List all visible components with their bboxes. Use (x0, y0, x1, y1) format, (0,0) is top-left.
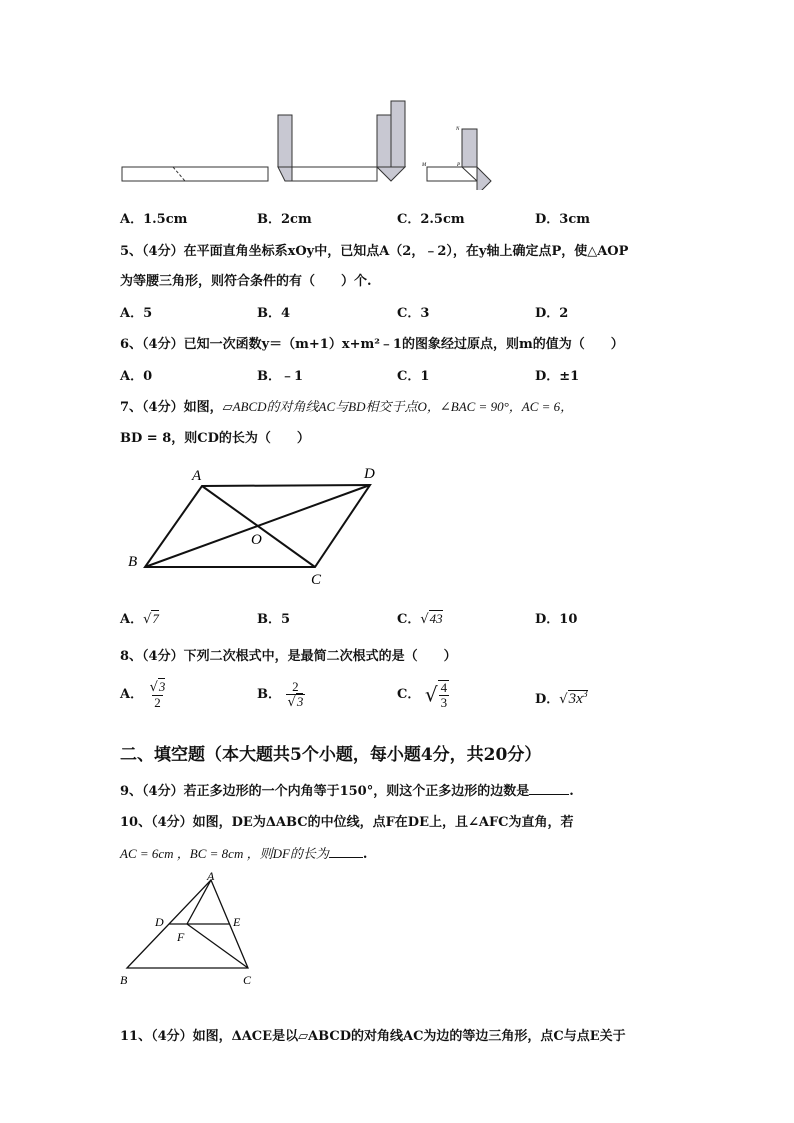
q7-option-a[interactable]: A．√7 (120, 611, 159, 627)
q8-d-exponent: 3 (582, 689, 588, 700)
q6-option-d[interactable]: D．±1 (535, 369, 580, 384)
q8-option-a[interactable]: A． $\frac{√3}{2}$ (120, 679, 166, 710)
q7-option-c-radicand: 43 (429, 611, 443, 626)
q10-label-a: A (207, 869, 215, 883)
q7-label-d: D (364, 466, 375, 482)
q8-d-radicand: 3x (568, 691, 583, 707)
q8-stem: 8、（4分）下列二次根式中，是最简二次根式的是（ ） (120, 649, 457, 664)
q10-label-c: C (243, 973, 252, 987)
q10-label-d: D (155, 915, 164, 929)
q10-label-e: E (233, 915, 241, 929)
fig-label-p: P (457, 163, 461, 168)
q8-b-radicand: 3 (296, 693, 304, 709)
q7-label-c: C (311, 572, 322, 588)
fig-label-m: M (422, 163, 427, 168)
q8-a-radicand: 3 (158, 679, 166, 694)
q10-triangle-figure (115, 868, 265, 990)
q11-stem: 11、（4分）如图，ΔACE是以▱ABCD的对角线AC为边的等边三角形，点C与点E关于 (120, 1029, 626, 1044)
fig-label-n: N (456, 127, 460, 132)
q8-option-b[interactable]: B． $\frac{2}{√3}$ (257, 679, 304, 710)
q6-option-c[interactable]: C．1 (397, 369, 430, 384)
q7-option-b[interactable]: B．5 (257, 612, 291, 627)
q7-label-b: B (128, 554, 138, 570)
q7-parallelogram-figure (120, 458, 390, 593)
section-2-title: 二、填空题（本大题共5个小题，每小题4分，共20分） (120, 745, 542, 765)
q5-option-a[interactable]: A．5 (120, 306, 153, 321)
parallelogram-icon: ⏥ (222, 400, 233, 415)
q7-option-a-radicand: 7 (152, 611, 159, 626)
q8-c-numerator: 4 (440, 680, 448, 695)
q7-option-d[interactable]: D．10 (535, 612, 578, 627)
q8-a-denominator: 2 (154, 694, 161, 710)
q5-option-b[interactable]: B．4 (257, 306, 291, 321)
q4-option-d[interactable]: D．3cm (535, 212, 590, 227)
q5-option-c[interactable]: C．3 (397, 306, 430, 321)
q10-label-f: F (177, 930, 185, 944)
q10-label-b: B (120, 973, 128, 987)
q4-option-a[interactable]: A．1.5cm (120, 212, 188, 227)
paper-folding-figure (115, 95, 505, 190)
q7-stem-line2: BD = 8，则CD的长为（ ） (120, 431, 310, 446)
q10-answer-blank[interactable] (329, 845, 363, 858)
q9-stem: 9、（4分）若正多边形的一个内角等于150°，则这个正多边形的边数是 . (120, 784, 574, 799)
q7-stem-line1 (120, 396, 573, 415)
q5-stem-line2: 为等腰三角形，则符合条件的有（ ）个. (120, 274, 372, 289)
q8-option-d[interactable]: D．$√3x^3$ (535, 689, 588, 707)
q7-label-a: A (192, 468, 202, 484)
q6-option-b[interactable]: B．﹣1 (257, 369, 304, 384)
q8-c-denominator: 3 (440, 694, 448, 710)
q7-stem-prefix: 7、（4分）如图， (120, 400, 223, 415)
q4-option-c[interactable]: C．2.5cm (397, 212, 465, 227)
q10-stem-line2: AC = 6cm ，BC = 8cm ，则DF的长为 . (120, 846, 368, 862)
q4-option-b[interactable]: B．2cm (257, 212, 312, 227)
q5-stem-line1: 5、（4分）在平面直角坐标系xOy中，已知点A（2，﹣2），在y轴上确定点P，使△AOP (120, 244, 629, 259)
q10-stem-line1: 10、（4分）如图，DE为ΔABC的中位线，点F在DE上，且∠AFC为直角，若 (120, 815, 574, 830)
q9-answer-blank[interactable] (529, 782, 569, 795)
q8-option-c[interactable]: C． √ $\frac{4}{3}$ (397, 680, 448, 710)
q6-option-a[interactable]: A．0 (120, 369, 153, 384)
q6-stem: 6、（4分）已知一次函数y＝（m+1）x+m²﹣1的图象经过原点，则m的值为（ ） (120, 337, 624, 352)
q7-option-c[interactable]: C．√43 (397, 611, 443, 627)
q7-stem-mid: ABCD的对角线AC与BD相交于点O，∠BAC = 90°，AC = 6， (232, 399, 574, 414)
q7-label-o: O (251, 532, 262, 548)
q5-option-d[interactable]: D．2 (535, 306, 569, 321)
q8-b-numerator: 2 (292, 679, 299, 694)
